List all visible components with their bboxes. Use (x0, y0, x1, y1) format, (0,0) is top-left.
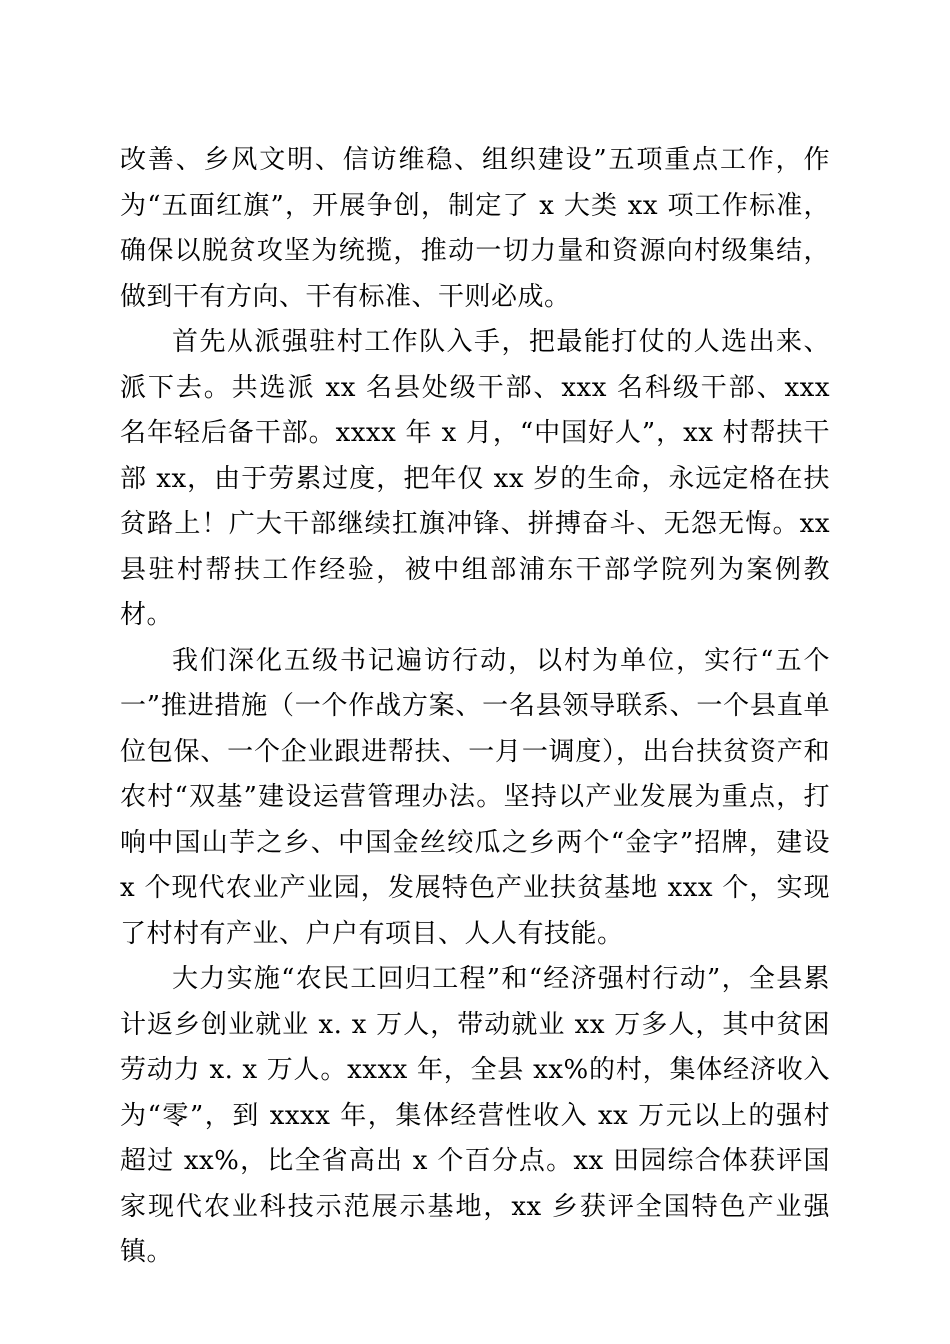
paragraph-secretary-visits: 我们深化五级书记遍访行动，以村为单位，实行“五个一”推进措施（一个作战方案、一名县领导联系、一个县直单位包保、一个企业跟进帮扶、一月一调度），出台扶贫资产和农村“双基”建设运营管理办法。坚持以产业发展为重点，打响中国山芋之乡、中国金丝绞瓜之乡两个“金字”招牌，建设 x 个现代农业产业园，发展特色产业扶贫基地 xxx 个，实现了村村有产业、户户有项目、人人有技能。 (120, 645, 830, 949)
body-text (120, 138, 830, 1276)
paragraph-work-teams: 首先从派强驻村工作队入手，把最能打仗的人选出来、派下去。共选派 xx 名县处级干部、xxx 名科级干部、xxx 名年轻后备干部。xxxx 年 x 月，“中国好人”，xx 村帮扶干部 xx，由于劳累过度，把年仅 xx 岁的生命，永远定格在扶贫路上！广大干部继续扛旗冲锋、拼搏奋斗、无怨无悔。xx 县驻村帮扶工作经验，被中组部浦东干部学院列为案例教材。 (120, 327, 830, 630)
paragraph-continued: 改善、乡风文明、信访维稳、组织建设”五项重点工作，作为“五面红旗”，开展争创，制定了 x 大类 xx 项工作标准，确保以脱贫攻坚为统揽，推动一切力量和资源向村级集结，做到干有方向、干有标准、干则必成。 (120, 145, 830, 312)
paragraph-strong-villages: 大力实施“农民工回归工程”和“经济强村行动”，全县累计返乡创业就业 x. x 万人，带动就业 xx 万多人，其中贫困劳动力 x. x 万人。xxxx 年，全县 xx%的村，集体经济收入为“零”，到 xxxx 年，集体经营性收入 xx 万元以上的强村超过 xx%，比全省高出 x 个百分点。xx 田园综合体获评国家现代农业科技示范展示基地，xx 乡获评全国特色产业强镇。 (120, 964, 830, 1267)
